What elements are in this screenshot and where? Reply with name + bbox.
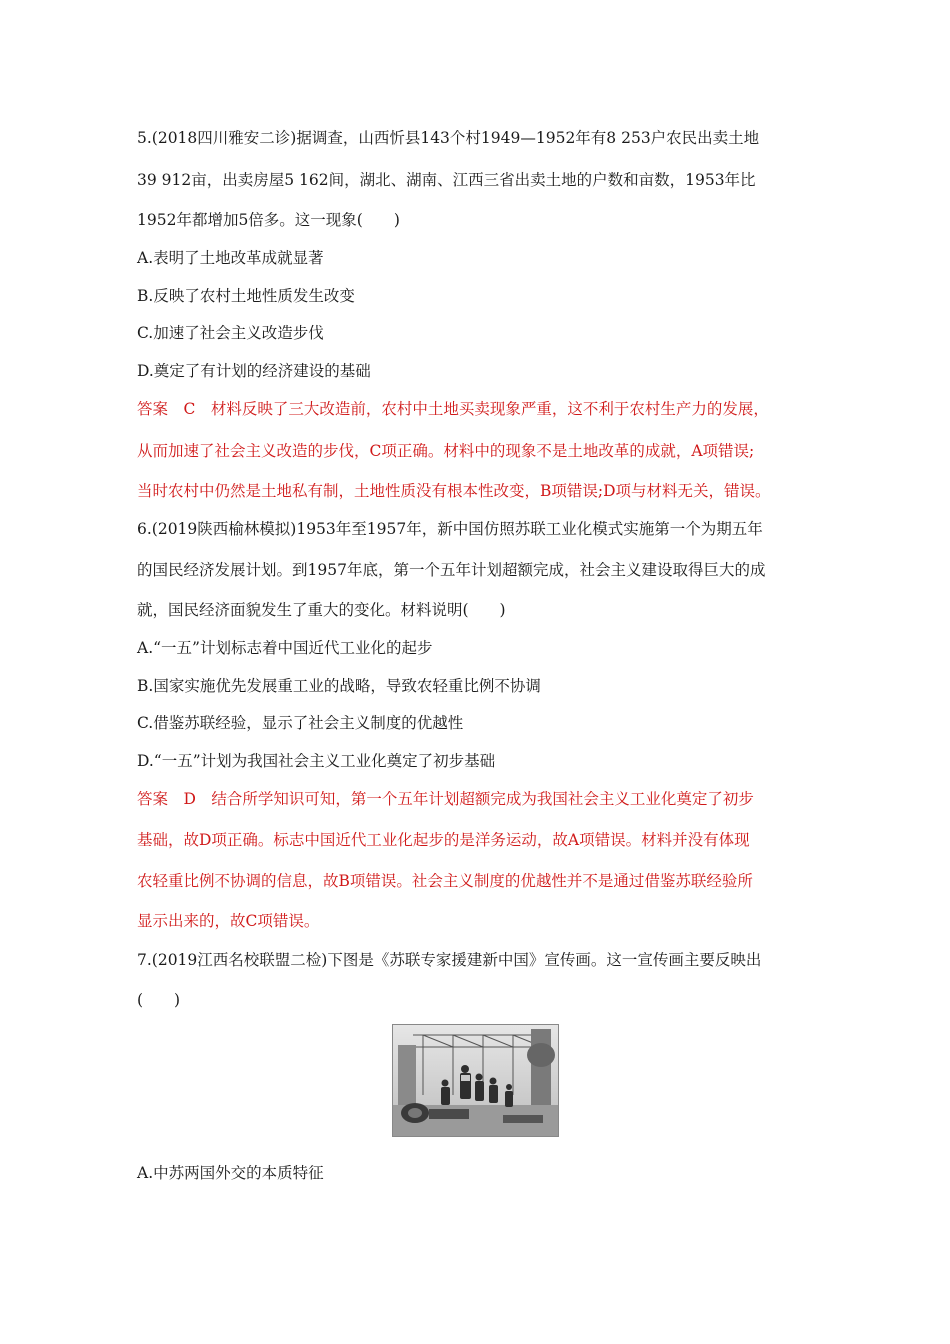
q6-option-a: A.“一五”计划标志着中国近代工业化的起步: [137, 639, 433, 657]
q7-option-a: A.中苏两国外交的本质特征: [137, 1164, 324, 1182]
q5-stem-line-3: 1952年都增加5倍多。这一现象( ): [137, 211, 400, 229]
q6-answer-line-1: 答案 D 结合所学知识可知，第一个五年计划超额完成为我国社会主义工业化奠定了初步: [137, 790, 754, 808]
q6-option-b: B.国家实施优先发展重工业的战略，导致农轻重比例不协调: [137, 677, 541, 695]
q6-answer-line-4: 显示出来的，故C项错误。: [137, 912, 320, 930]
q5-answer-line-2: 从而加速了社会主义改造的步伐，C项正确。材料中的现象不是土地改革的成就，A项错误;: [137, 442, 755, 460]
q7-stem-line-2: ( ): [137, 991, 181, 1009]
q5-option-c: C.加速了社会主义改造步伐: [137, 324, 324, 342]
q6-answer-line-3: 农轻重比例不协调的信息，故B项错误。社会主义制度的优越性并不是通过借鉴苏联经验所: [137, 872, 753, 890]
q5-stem-line-1: 5.(2018四川雅安二诊)据调查，山西忻县143个村1949—1952年有8 253户农民出卖土地: [137, 129, 760, 147]
q7-stem-line-1: 7.(2019江西名校联盟二检)下图是《苏联专家援建新中国》宣传画。这一宣传画主要反映出: [137, 951, 762, 969]
q5-answer-line-3: 当时农村中仍然是土地私有制，土地性质没有根本性改变，B项错误;D项与材料无关，错误。: [137, 482, 771, 500]
q5-answer-line-1: 答案 C 材料反映了三大改造前，农村中土地买卖现象严重，这不利于农村生产力的发展，: [137, 400, 769, 418]
q6-stem-line-3: 就，国民经济面貌发生了重大的变化。材料说明( ): [137, 601, 506, 619]
q6-stem-line-2: 的国民经济发展计划。到1957年底，第一个五年计划超额完成，社会主义建设取得巨大的成: [137, 561, 766, 579]
q5-option-a: A.表明了土地改革成就显著: [137, 249, 324, 267]
q6-stem-line-1: 6.(2019陕西榆林模拟)1953年至1957年，新中国仿照苏联工业化模式实施第一个为期五年: [137, 520, 763, 538]
propaganda-painting-image: [392, 1024, 559, 1137]
q6-option-c: C.借鉴苏联经验，显示了社会主义制度的优越性: [137, 714, 464, 732]
q5-option-b: B.反映了农村土地性质发生改变: [137, 287, 355, 305]
q6-answer-line-2: 基础，故D项正确。标志中国近代工业化起步的是洋务运动，故A项错误。材料并没有体现: [137, 831, 750, 849]
q5-option-d: D.奠定了有计划的经济建设的基础: [137, 362, 371, 380]
q6-option-d: D.“一五”计划为我国社会主义工业化奠定了初步基础: [137, 752, 496, 770]
q5-stem-line-2: 39 912亩，出卖房屋5 162间，湖北、湖南、江西三省出卖土地的户数和亩数，1953年比: [137, 171, 756, 189]
